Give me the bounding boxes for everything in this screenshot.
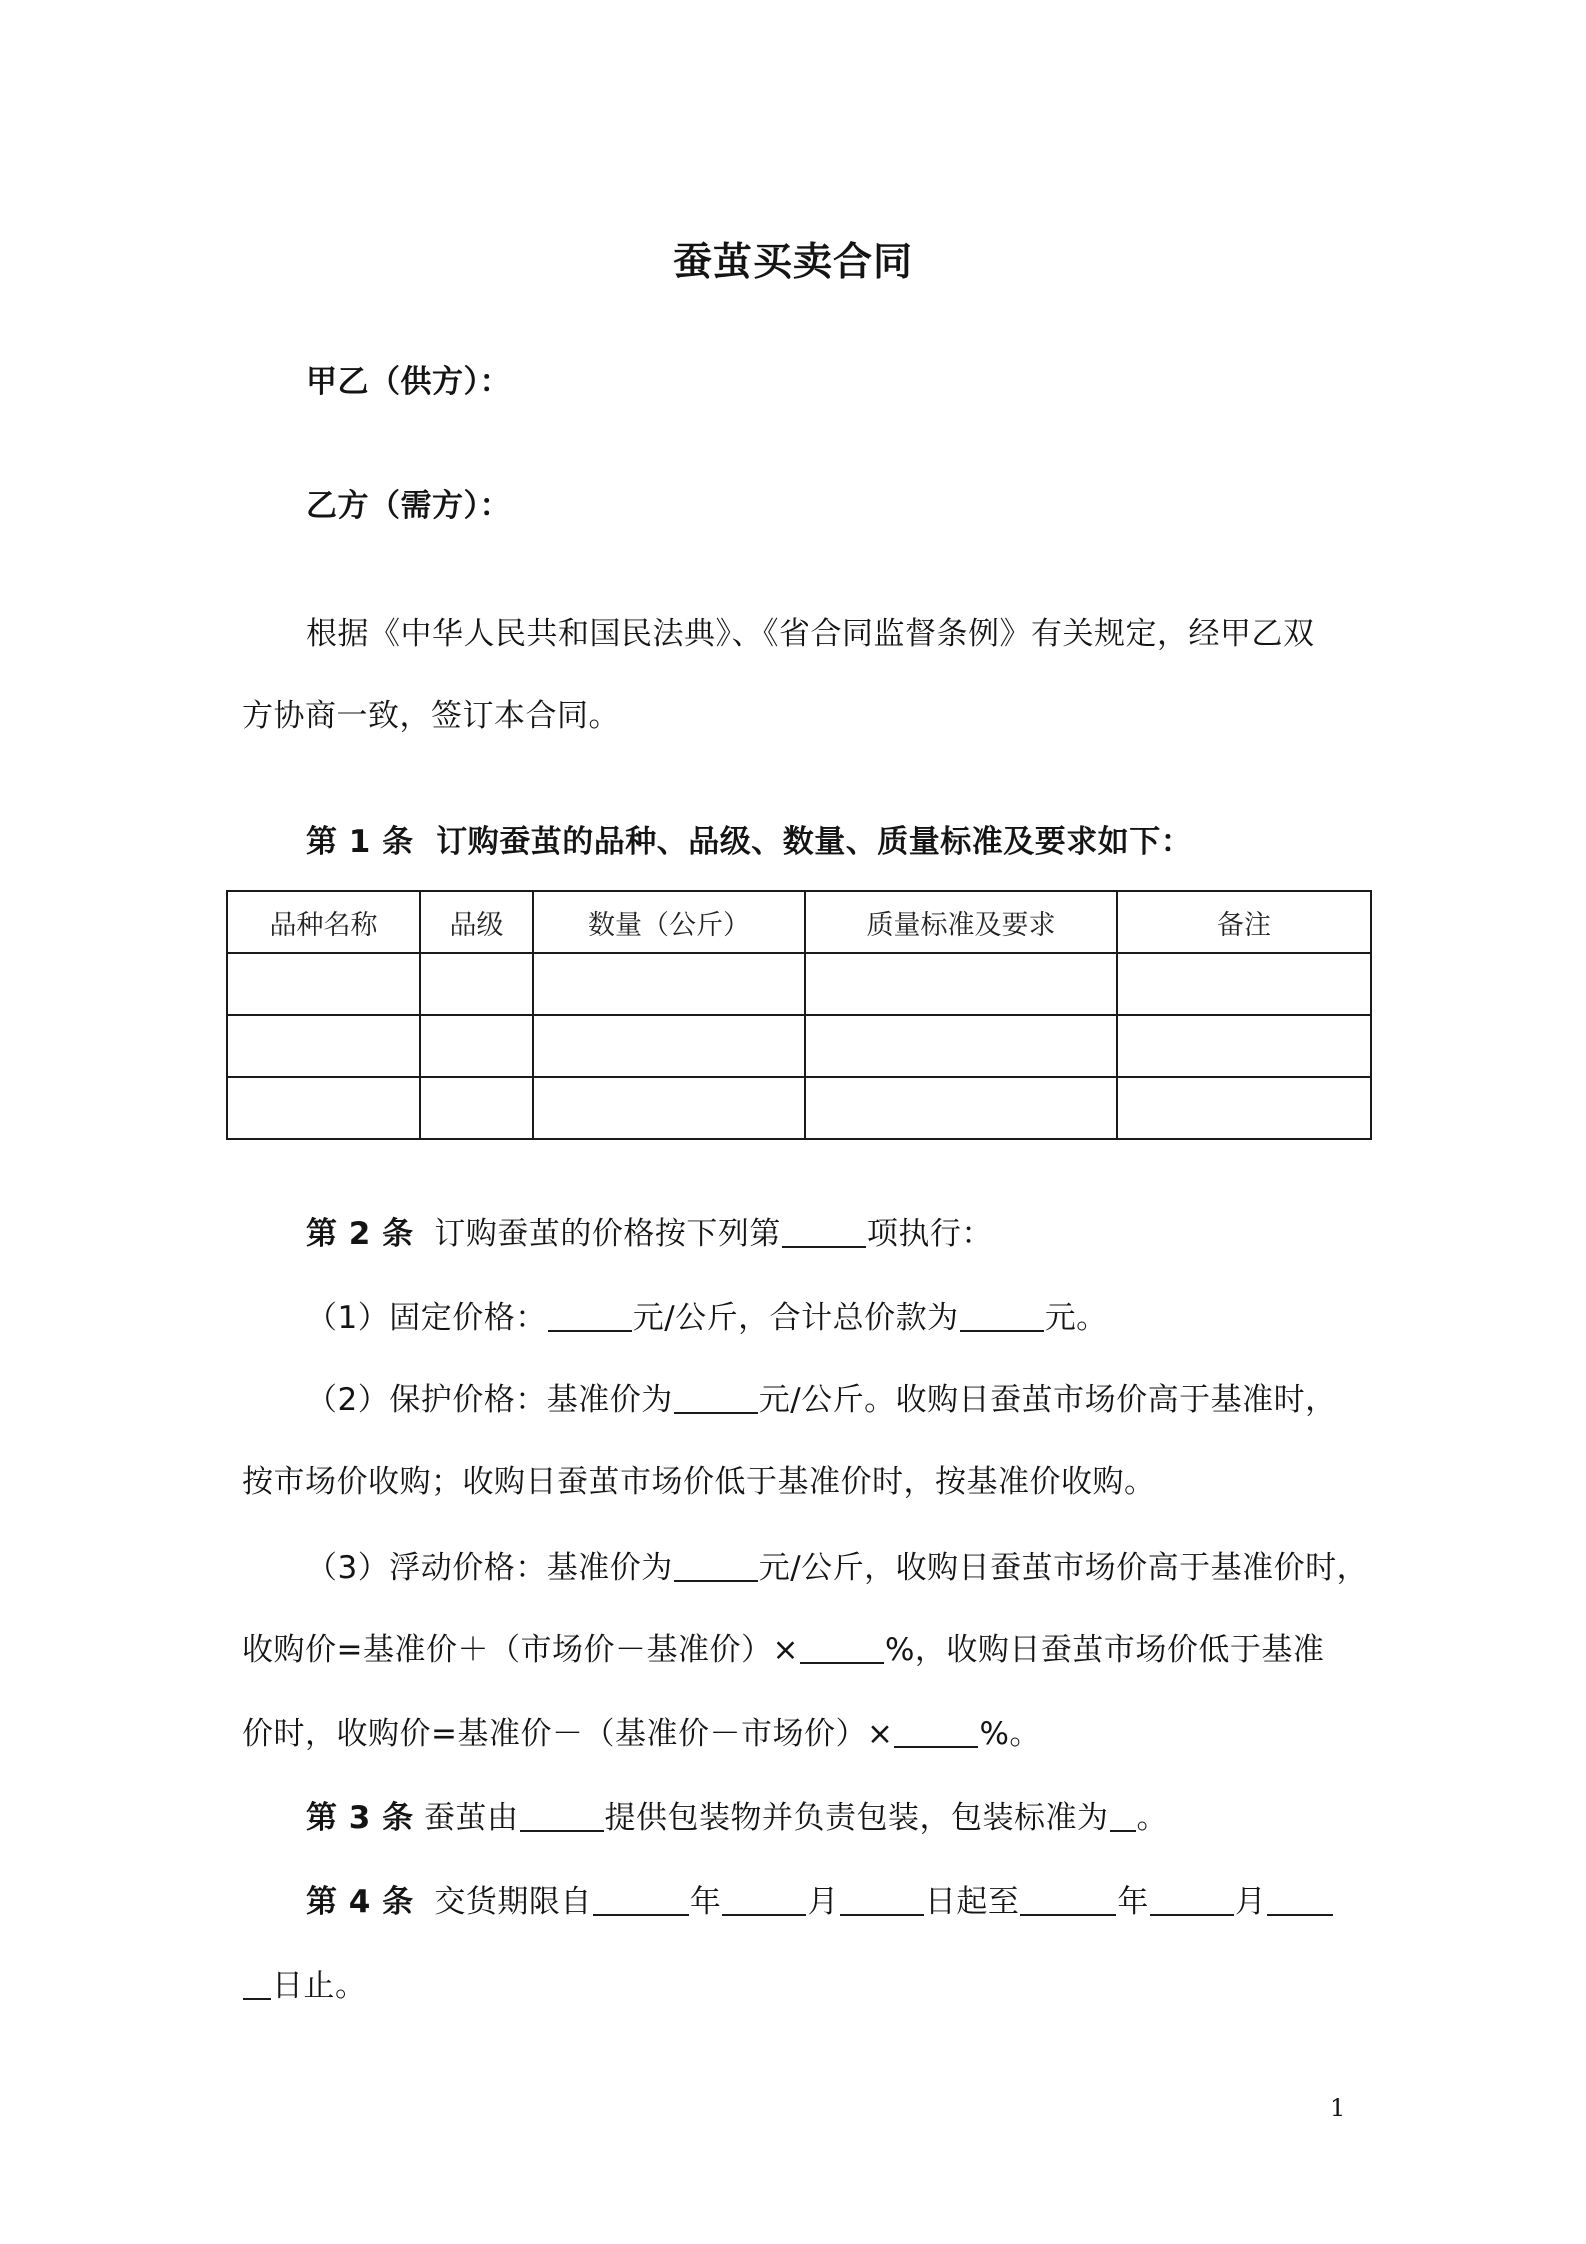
article-2-text-b: 项执行： [866,1216,993,1252]
item-2 [306,1378,1337,1422]
blank-down-percent[interactable] [894,1716,978,1748]
item-3-a: （3）浮动价格：基准价为 [306,1550,673,1586]
blank-packager[interactable] [520,1800,604,1832]
table-cell [420,1077,533,1139]
blank-end-day[interactable] [1267,1884,1333,1916]
header-remarks: 备注 [1117,891,1371,953]
blank-protect-base-price[interactable] [674,1382,758,1414]
article-1 [306,820,1192,864]
blank-fixed-price[interactable] [548,1300,632,1332]
table-row [227,1015,1371,1077]
blank-start-day[interactable] [840,1884,924,1916]
blank-end-year[interactable] [1020,1884,1116,1916]
header-variety: 品种名称 [227,891,420,953]
article-4 [306,1880,1334,1924]
item-1-a: （1）固定价格： [306,1300,547,1336]
table-cell [420,1015,533,1077]
table-row [227,953,1371,1015]
article-2 [306,1212,993,1256]
article-3-text-a: 蚕茧由 [424,1800,519,1836]
article-2-number: 第 2 条 [306,1216,414,1252]
party-b-label: 乙方（需方）： [306,488,511,524]
blank-end-month[interactable] [1150,1884,1234,1916]
party-a-label: 甲乙（供方）： [306,364,511,400]
table-cell [1117,953,1371,1015]
article-3-text-b: 提供包装物并负责包装，包装标准为 [604,1800,1109,1836]
article-4-year-1: 年 [689,1884,722,1920]
table-cell [227,1015,420,1077]
table-row [227,1077,1371,1139]
item-1-c: 元。 [1044,1300,1108,1336]
document-title: 蚕茧买卖合同 [672,240,913,285]
article-3-number: 第 3 条 [306,1800,414,1836]
table-cell [805,953,1117,1015]
item-3-b: 元/公斤，收购日蚕茧市场价高于基准价时， [758,1550,1369,1586]
article-2-text-a: 订购蚕茧的价格按下列第 [434,1216,781,1252]
article-4-day-to: 日止。 [272,1968,367,2004]
item-2-line-2: 按市场价收购；收购日蚕茧市场价低于基准价时，按基准价收购。 [242,1464,1156,1500]
item-3-line-2 [242,1628,1324,1672]
blank-start-year[interactable] [593,1884,689,1916]
article-3-text-c: 。 [1136,1800,1169,1836]
spec-table [226,890,1372,1140]
table-cell [420,953,533,1015]
blank-end-day-cont[interactable] [243,1968,271,2000]
header-grade: 品级 [420,891,533,953]
article-1-text: 订购蚕茧的品种、品级、数量、质量标准及要求如下： [436,824,1193,860]
table-header-row [227,891,1371,953]
item-3-f: %。 [979,1716,1041,1752]
table-cell [227,1077,420,1139]
article-4-year-2: 年 [1117,1884,1149,1920]
item-3-d: %，收购日蚕茧市场价低于基准 [884,1632,1325,1668]
table-cell [1117,1015,1371,1077]
article-4-day-from: 日起至 [924,1884,1020,1920]
item-1-b: 元/公斤，合计总价款为 [632,1300,959,1336]
blank-start-month[interactable] [722,1884,806,1916]
table-cell [1117,1077,1371,1139]
preamble-line-1: 根据《中华人民共和国民法典》、《省合同监督条例》有关规定，经甲乙双 [306,616,1315,652]
header-quality: 质量标准及要求 [805,891,1117,953]
table-cell [533,953,805,1015]
article-4-text-a: 交货期限自 [434,1884,592,1920]
table-cell [533,1015,805,1077]
table-cell [805,1015,1117,1077]
blank-float-base-price[interactable] [674,1550,758,1582]
item-3-c: 收购价=基准价＋（市场价－基准价）× [242,1632,799,1668]
header-quantity: 数量（公斤） [533,891,805,953]
blank-total-price[interactable] [960,1300,1044,1332]
blank-item-choice[interactable] [782,1216,866,1248]
article-4-month-2: 月 [1234,1884,1267,1920]
article-4-month-1: 月 [807,1884,839,1920]
page-number: 1 [1330,2094,1346,2122]
article-4-number: 第 4 条 [306,1884,414,1920]
item-3-e: 价时，收购价=基准价－（基准价－市场价）× [242,1716,894,1752]
article-4-line-2 [242,1964,367,2008]
preamble-line-2: 方协商一致，签订本合同。 [242,698,620,734]
blank-up-percent[interactable] [800,1632,884,1664]
item-2-a: （2）保护价格：基准价为 [306,1382,673,1418]
blank-packing-standard[interactable] [1110,1800,1136,1832]
table-cell [227,953,420,1015]
table-cell [805,1077,1117,1139]
item-1 [306,1296,1108,1340]
item-2-b: 元/公斤。收购日蚕茧市场价高于基准时， [758,1382,1337,1418]
article-1-number: 第 1 条 [306,824,414,860]
article-3 [306,1796,1168,1840]
item-3-line-3 [242,1712,1041,1756]
item-3 [306,1546,1368,1590]
table-cell [533,1077,805,1139]
